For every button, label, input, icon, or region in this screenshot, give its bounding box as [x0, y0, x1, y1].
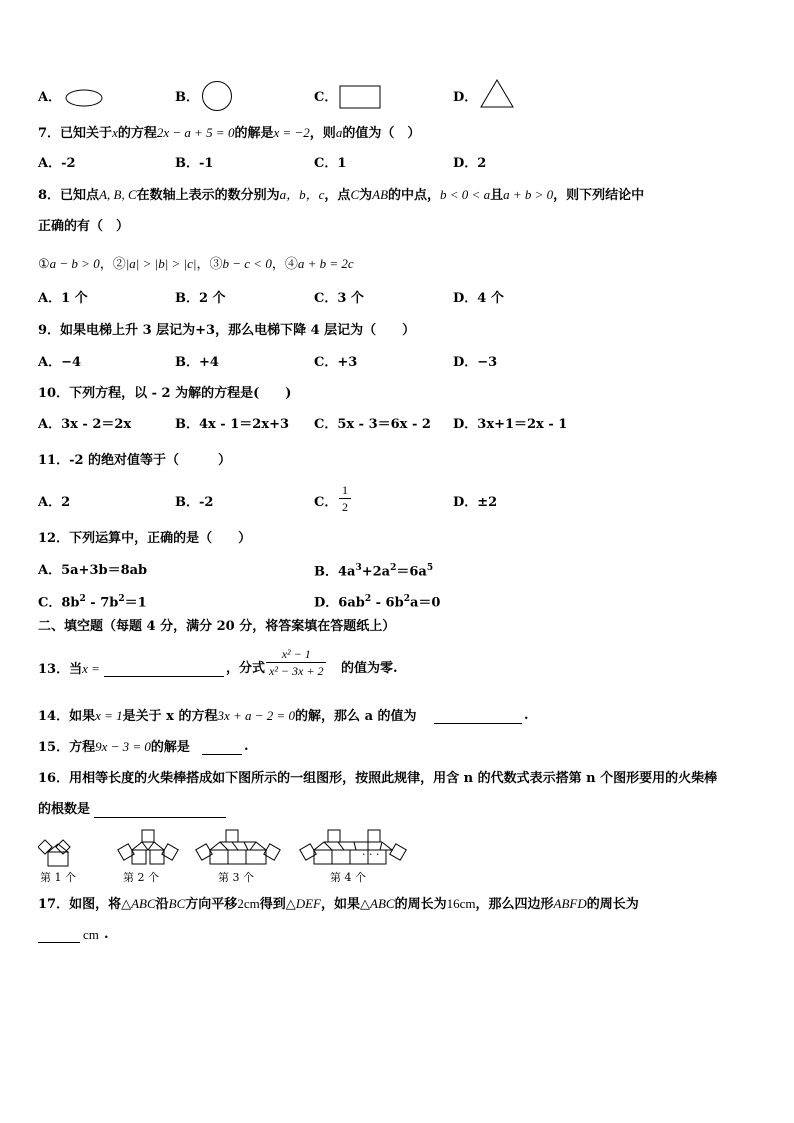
question-8-stem-line1: 8．已知点A, B, C在数轴上表示的数分别为a，b，c，点C为AB的中点，b < 0 < a且a + b > 0，则下列结论中 — [38, 187, 645, 203]
circle-icon — [200, 80, 234, 112]
question-12-option-b: B．$4a^3+2a^2=6a^5$ — [314, 563, 434, 580]
question-13-text-c: 的值为零. — [341, 661, 398, 676]
question-10-option-b: B．4x - 1＝2x+3 — [175, 417, 290, 432]
question-13-answer-blank[interactable] — [104, 662, 224, 677]
question-17-answer-blank[interactable] — [38, 928, 80, 943]
question-13-text-b: ，分式 — [226, 661, 266, 676]
question-10-option-d: D．3x+1＝2x - 1 — [453, 417, 568, 432]
question-8-option-c: C．3 个 — [314, 291, 364, 306]
question-9-option-d: D．−3 — [453, 355, 498, 370]
question-13-fraction: $\frac{\text{x² − 1}}{\text{x² − 3x + 2}}$ — [266, 648, 326, 677]
figure-4-label: 第 4 个 — [330, 871, 366, 884]
question-15-end: . — [244, 739, 249, 754]
question-17-line1: 17．如图，将△ABC沿BC方向平移2cm得到△DEF，如果△ABC的周长为16cm，那么四边形ABFD的周长为 — [38, 896, 639, 912]
question-12-option-c: C．$8b^2 - 7b^2=1$ — [38, 594, 147, 611]
ellipse-icon — [64, 88, 104, 108]
question-11-option-b: B．-2 — [175, 495, 214, 510]
question-12-option-d: D．$6ab^2 - 6b^2a=0$ — [314, 594, 441, 611]
question-7-option-c: C．1 — [314, 156, 347, 171]
question-8-option-a: A．1 个 — [38, 291, 88, 306]
matchstick-figure-3 — [196, 830, 280, 864]
figure-1-label: 第 1 个 — [40, 871, 76, 884]
question-16-answer-blank[interactable] — [94, 803, 226, 818]
question-17-unit: cm — [83, 927, 99, 942]
question-11-option-a: A．2 — [38, 495, 71, 510]
question-11-option-c-label: C． — [314, 495, 338, 510]
question-9-stem: 9．如果电梯上升 3 层记为+3，那么电梯下降 4 层记为（ ） — [38, 323, 416, 338]
question-9-option-c: C．+3 — [314, 355, 358, 370]
question-14-answer-blank[interactable] — [434, 709, 522, 724]
question-7-option-a: A．-2 — [38, 156, 76, 171]
question-9-option-a: A．−4 — [38, 355, 82, 370]
q6-option-a-label: A． — [38, 90, 62, 105]
figure-2-label: 第 2 个 — [123, 871, 159, 884]
question-14-end: . — [524, 708, 529, 723]
question-7-stem: 7．已知关于x的方程2x − a + 5 = 0的解是x = −2，则a的值为（ ） — [38, 125, 421, 141]
matchstick-continuation-dots: · · · — [362, 848, 380, 861]
figure-3-label: 第 3 个 — [218, 871, 254, 884]
question-10-option-c: C．5x - 3＝6x - 2 — [314, 417, 431, 432]
question-12-option-a: A．5a+3b＝8ab — [38, 563, 148, 578]
question-16-line2: 的根数是 — [38, 802, 91, 817]
question-11-option-c-fraction: $\frac{1}{2}$ — [339, 484, 351, 513]
rectangle-icon — [339, 85, 382, 110]
question-8-option-b: B．2 个 — [175, 291, 226, 306]
question-8-stem-line2: 正确的有（ ） — [38, 219, 130, 234]
question-17-end: . — [104, 927, 109, 942]
matchstick-figure-4 — [300, 830, 406, 864]
question-12-stem: 12．下列运算中，正确的是（ ） — [38, 531, 252, 546]
question-11-stem: 11．-2 的绝对值等于（ ） — [38, 453, 232, 468]
question-15-answer-blank[interactable] — [202, 740, 242, 755]
question-14-text: 14．如果x = 1是关于 x 的方程3x + a − 2 = 0的解，那么 a 的值为 — [38, 708, 417, 724]
question-11-option-d: D．±2 — [453, 495, 498, 510]
triangle-icon — [479, 79, 515, 109]
question-7-option-b: B．-1 — [175, 156, 214, 171]
question-15-text: 15．方程9x − 3 = 0的解是 — [38, 739, 190, 755]
question-10-stem: 10．下列方程，以 - 2 为解的方程是( ) — [38, 386, 292, 401]
question-8-option-d: D．4 个 — [453, 291, 504, 306]
matchstick-figures — [38, 826, 458, 874]
question-13-text-a: 13．当x = — [38, 661, 100, 677]
q6-option-d-label: D． — [453, 90, 478, 105]
q6-option-b-label: B． — [175, 90, 199, 105]
q6-option-c-label: C． — [314, 90, 338, 105]
section-2-heading: 二、填空题（每题 4 分，满分 20 分，将答案填在答题纸上） — [38, 619, 396, 634]
question-9-option-b: B．+4 — [175, 355, 219, 370]
matchstick-figure-1 — [38, 840, 70, 866]
question-7-option-d: D．2 — [453, 156, 487, 171]
question-16-line1: 16．用相等长度的火柴棒搭成如下图所示的一组图形，按照此规律，用含 n 的代数式表示搭第 n 个图形要用的火柴棒 — [38, 771, 718, 786]
question-8-statements: ①a − b > 0，②|a| > |b| > |c|，③b − c < 0，④a + b = 2c — [38, 256, 354, 272]
matchstick-figure-2 — [118, 830, 178, 864]
question-10-option-a: A．3x - 2＝2x — [38, 417, 132, 432]
